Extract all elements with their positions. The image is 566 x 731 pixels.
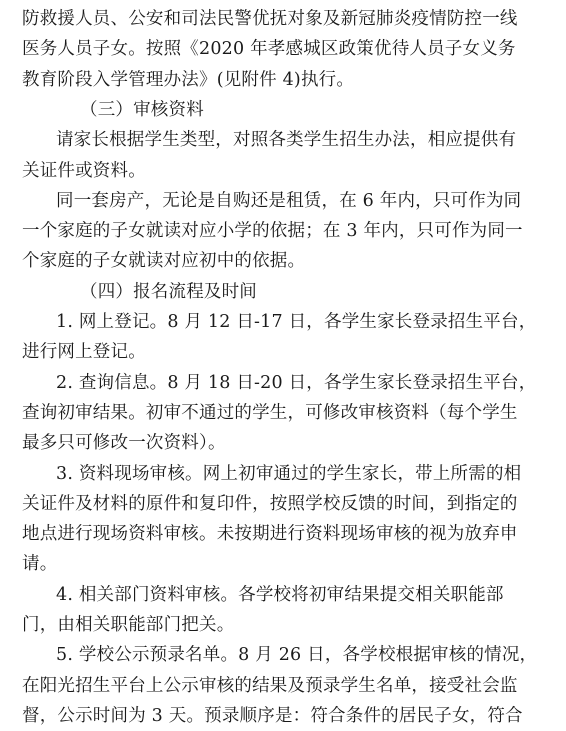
paragraph-line: 督，公示时间为 3 天。预录顺序是：符合条件的居民子女，符合 (22, 706, 523, 726)
paragraph-line: 同一套房产，无论是自购还是租赁，在 6 年内，只可作为同 (56, 191, 522, 211)
paragraph-line: 进行网上登记。 (22, 342, 146, 362)
paragraph-line: 查询初审结果。初审不通过的学生，可修改审核资料（每个学生 (22, 403, 518, 423)
paragraph-line: 关证件及材料的原件和复印件，按照学校反馈的时间，到指定的 (22, 494, 518, 514)
paragraph-line: 一个家庭的子女就读对应小学的依据；在 3 年内，只可作为同一 (22, 221, 523, 241)
section-heading-4: （四）报名流程及时间 (80, 282, 257, 302)
paragraph-line: 2. 查询信息。8 月 18 日-20 日，各学生家长登录招生平台， (56, 373, 537, 393)
paragraph-line: 门，由相关职能部门把关。 (22, 615, 235, 635)
paragraph-line: 请。 (22, 554, 58, 574)
paragraph-line: 最多只可修改一次资料）。 (22, 433, 226, 453)
paragraph-line: 3. 资料现场审核。网上初审通过的学生家长，带上所需的相 (56, 464, 522, 484)
paragraph-line: 防救援人员、公安和司法民警优抚对象及新冠肺炎疫情防控一线 (22, 9, 518, 29)
paragraph-line: 1. 网上登记。8 月 12 日-17 日，各学生家长登录招生平台， (56, 312, 537, 332)
paragraph-line: 在阳光招生平台上公示审核的结果及预录学生名单，接受社会监 (22, 676, 518, 696)
paragraph-line: 个家庭的子女就读对应初中的依据。 (22, 251, 306, 271)
paragraph-line: 医务人员子女。按照《2020 年孝感城区政策优待人员子女义务 (22, 39, 516, 59)
section-heading-3: （三）审核资料 (80, 100, 204, 120)
paragraph-line: 请家长根据学生类型，对照各类学生招生办法，相应提供有 (56, 130, 517, 150)
paragraph-line: 4. 相关部门资料审核。各学校将初审结果提交相关职能部 (56, 585, 504, 605)
paragraph-line: 地点进行现场资料审核。未按期进行资料现场审核的视为放弃申 (22, 524, 518, 544)
paragraph-line: 关证件或资料。 (22, 161, 146, 181)
paragraph-line: 教育阶段入学管理办法》(见附件 4)执行。 (22, 70, 355, 90)
paragraph-line: 5. 学校公示预录名单。8 月 26 日，各学校根据审核的情况， (56, 645, 538, 665)
